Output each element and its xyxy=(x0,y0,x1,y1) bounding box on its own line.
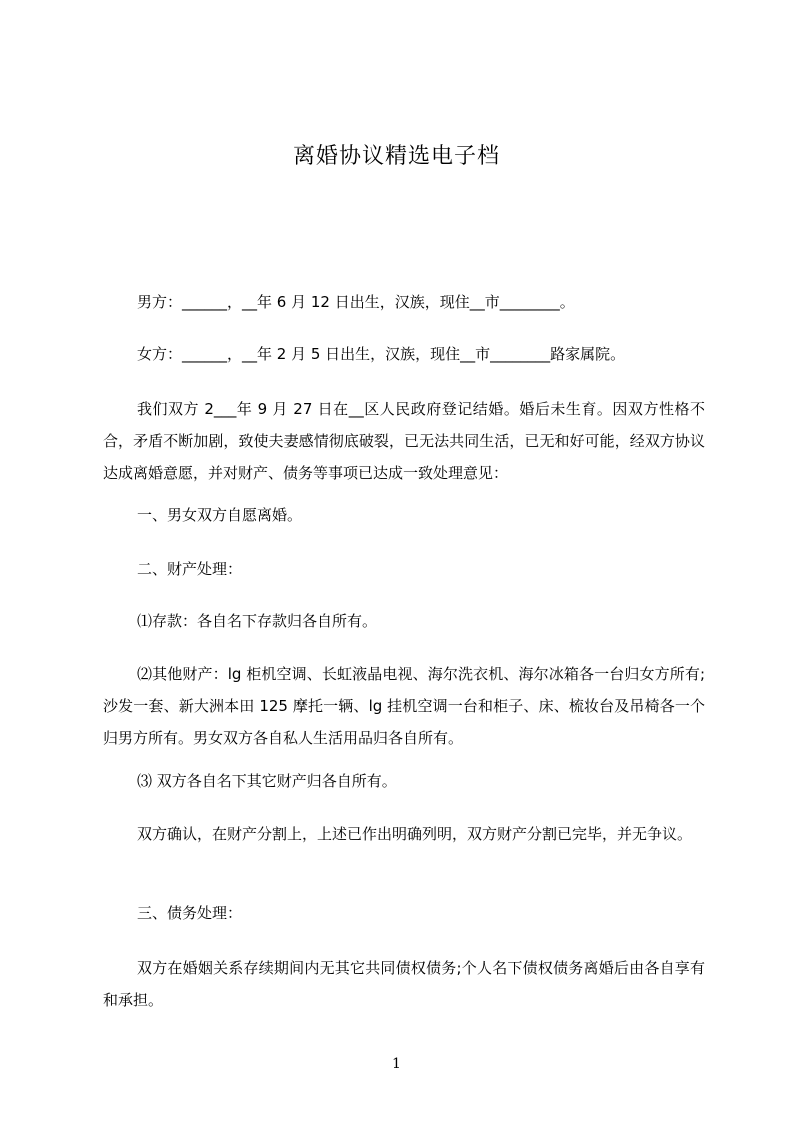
paragraph-wife-info: 女方：______，__年 2 月 5 日出生，汉族，现住__市________路家属院。 xyxy=(137,345,626,363)
paragraph-husband-info: 男方：______，__年 6 月 12 日出生，汉族，现住__市________。 xyxy=(137,293,575,311)
paragraph-property-confirmation: 双方确认，在财产分割上，上述已作出明确列明，双方财产分割已完毕，并无争议。 xyxy=(137,825,693,843)
paragraph-debts: 双方在婚姻关系存续期间内无其它共同债权债务;个人名下债权债务离婚后由各自享有和承担。 xyxy=(103,959,705,1009)
section-heading-debts: 三、债务处理： xyxy=(137,904,243,922)
section-heading-property: 二、财产处理： xyxy=(137,560,243,578)
page-number: 1 xyxy=(392,1056,401,1072)
section-heading-divorce: 一、男女双方自愿离婚。 xyxy=(137,506,303,524)
document-title: 离婚协议精选电子档 xyxy=(292,144,500,169)
paragraph-marriage-statement: 我们双方 2___年 9 月 27 日在__区人民政府登记结婚。婚后未生育。因双方性格不合，矛盾不断加剧，致使夫妻感情彻底破裂，已无法共同生活，已无和好可能，经双方协议达成离婚意愿，并对财产、债务等事项已达成一致处理意见： xyxy=(103,400,705,482)
paragraph-deposits: ⑴存款：各自名下存款归各自所有。 xyxy=(137,612,378,630)
paragraph-other-assets: ⑶ 双方各自名下其它财产归各自所有。 xyxy=(137,772,397,790)
paragraph-other-property: ⑵其他财产：lg 柜机空调、长虹液晶电视、海尔洗衣机、海尔冰箱各一台归女方所有;沙发一套、新大洲本田 125 摩托一辆、lg 挂机空调一台和柜子、床、梳妆台及吊椅各一个归男方所有。男女双方各自私人生活用品归各自所有。 xyxy=(103,665,705,747)
